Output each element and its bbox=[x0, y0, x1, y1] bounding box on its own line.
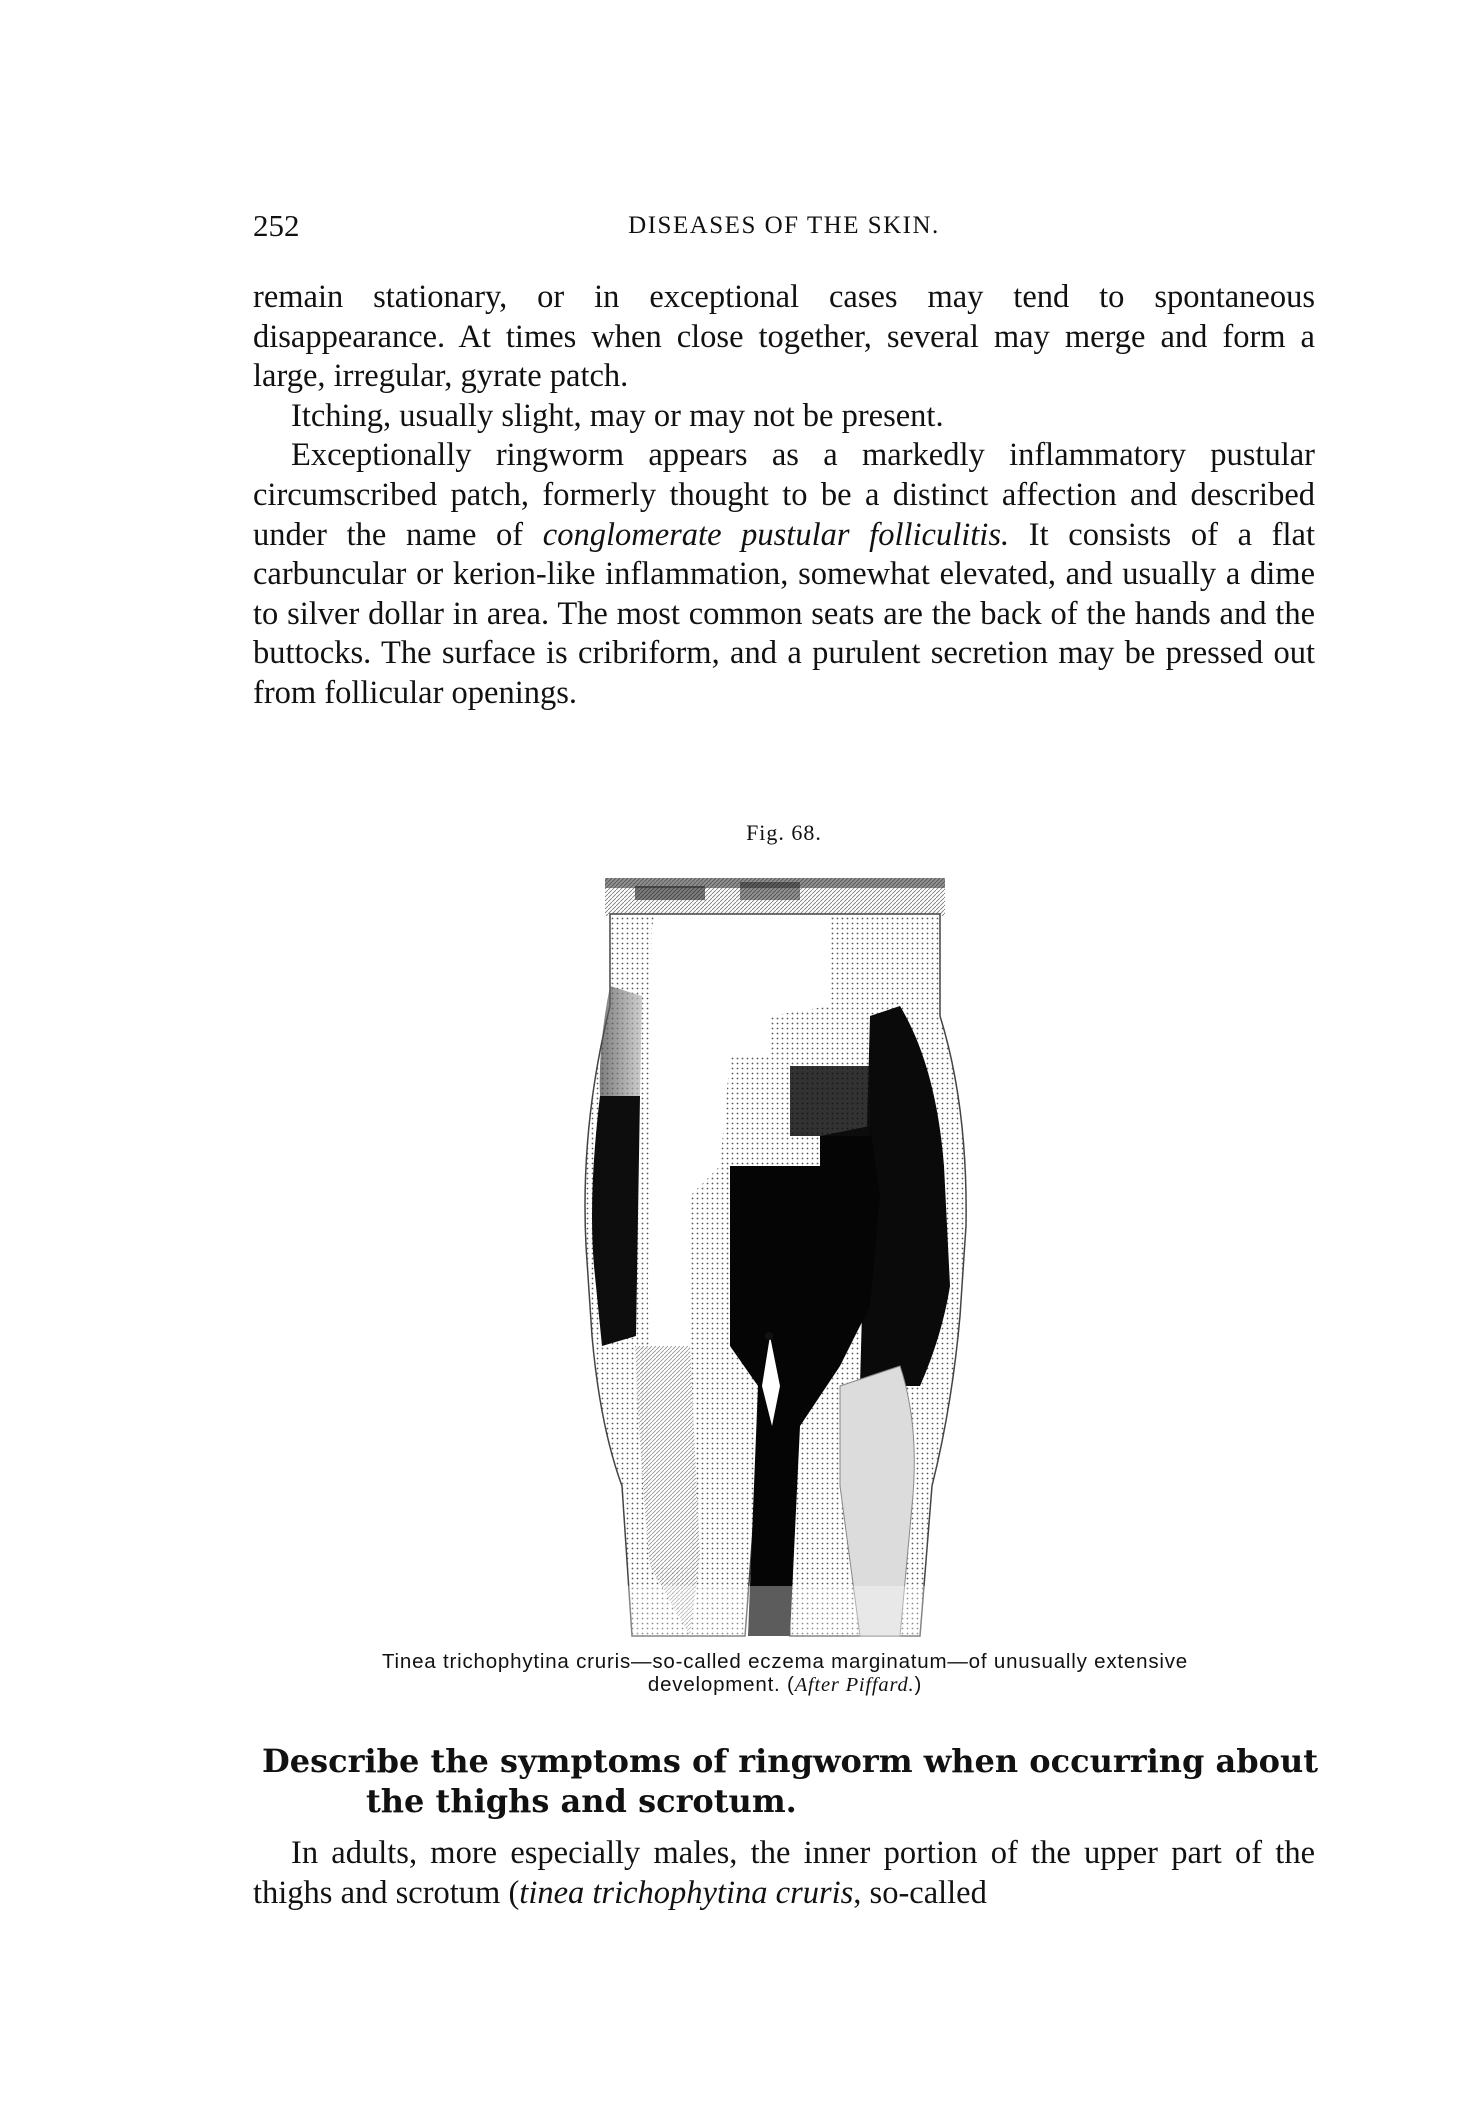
paragraph-inflammatory bbox=[253, 436, 1315, 713]
question-heading: Describe the symptoms of ringworm when occurring about the thighs and scrotum. bbox=[262, 1742, 1318, 1820]
left-lesion bbox=[592, 1096, 640, 1346]
figure-label: Fig. 68. bbox=[746, 820, 822, 845]
paragraph-text: In adults, more especially males, the inner portion of the upper part of the thighs and scrotum ( bbox=[253, 1835, 1315, 1911]
paragraph-text: Exceptionally ringworm appears as a markedly inflammatory pustular circumscribed patch, formerly thought to be a distinct affection and described under the name of bbox=[253, 437, 1315, 553]
caption-text: ) bbox=[914, 1673, 923, 1696]
caption-line-1: Tinea trichophytina cruris—so-called eczema marginatum—of unusually extensive bbox=[381, 1650, 1188, 1673]
paragraph-text: It consists of a flat carbuncular or kerion-like inflammation, somewhat elevated, and usually a dime to silver dollar in area. The most common seats are the back of the hands and the buttocks. The surface is cribriform, and a purulent secretion may be pressed out from follicular openings. bbox=[253, 516, 1315, 711]
running-head: DISEASES OF THE SKIN. bbox=[628, 212, 940, 239]
paragraph-text: , so-called bbox=[853, 1874, 987, 1911]
figure-illustration bbox=[540, 866, 1010, 1641]
paragraph-answer bbox=[253, 1834, 1315, 1913]
body-text-bottom bbox=[253, 1834, 1315, 1913]
caption-text: development. ( bbox=[647, 1673, 795, 1696]
body-text-top bbox=[253, 278, 1315, 714]
caption-attribution: After Piffard. bbox=[794, 1674, 915, 1696]
paragraph-itching: Itching, usually slight, may or may not be present. bbox=[291, 397, 944, 434]
disease-term: conglomerate pustular folliculitis. bbox=[542, 516, 1010, 553]
figure-caption bbox=[255, 1650, 1315, 1697]
disease-term: tinea trichophytina cruris bbox=[519, 1874, 854, 1911]
paragraph-continuation: remain stationary, or in exceptional cases may tend to spontaneous disappearance. At times when close together, several may merge and form a large, irregular, gyrate patch. bbox=[253, 279, 1315, 395]
caption-line-2 bbox=[255, 1673, 1315, 1697]
page-header bbox=[253, 208, 1315, 248]
page-number: 252 bbox=[253, 208, 300, 243]
